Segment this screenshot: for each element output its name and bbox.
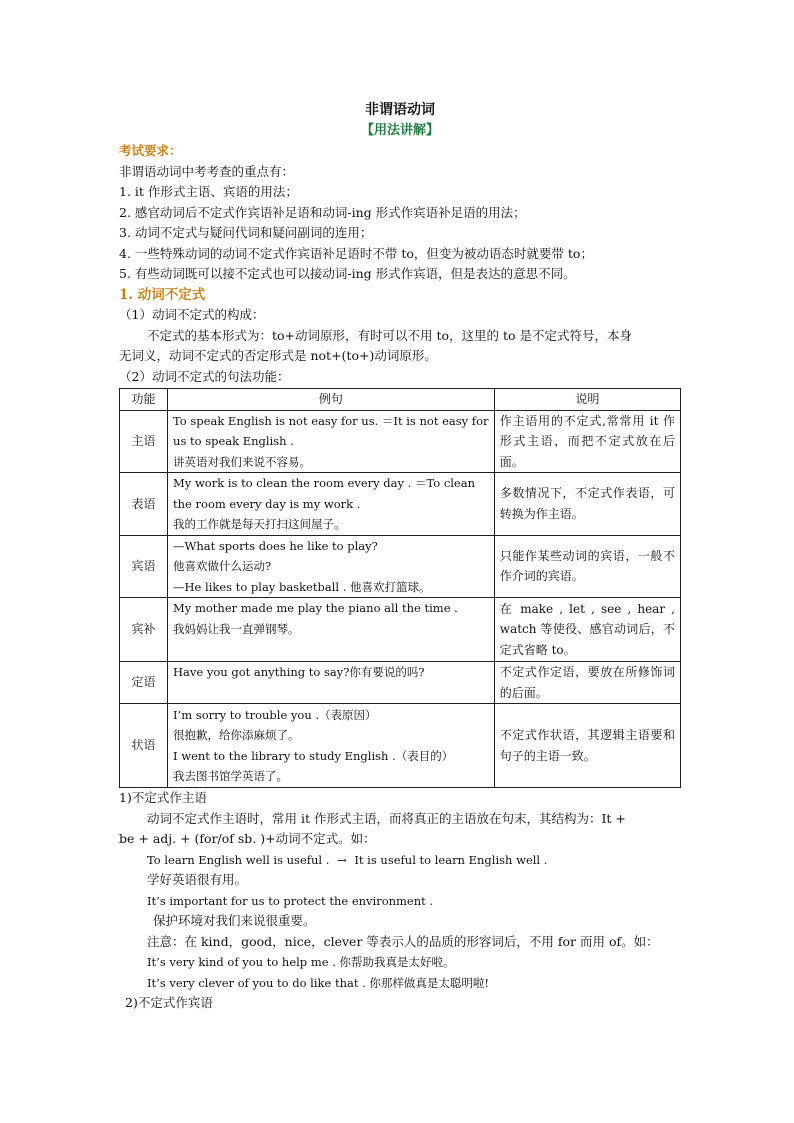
- table-header-row: [120, 389, 681, 411]
- right-arrow-icon: →: [337, 852, 347, 867]
- example-line: 我妈妈让我一直弹钢琴。: [173, 621, 300, 636]
- subject-example-2-translation: 保护环境对我们来说很重要。: [153, 913, 316, 928]
- exam-requirement-item: 4. 一些特殊动词的动词不定式作宾语补足语时不带 to，但变为被动语态时就要带 to；: [119, 245, 593, 261]
- table-cell-example: [168, 662, 495, 704]
- table-cell-function: 宾补: [120, 598, 168, 662]
- table-cell-note: 不定式作状语，其逻辑主语要和句子的主语一致。: [494, 704, 680, 788]
- example-line: —He likes to play basketball . 他喜欢打篮球。: [173, 579, 431, 594]
- table-cell-example: [168, 535, 495, 598]
- table-cell-example: [168, 598, 495, 662]
- example-line: 我的工作就是每天打扫这间屋子。: [173, 517, 346, 531]
- document-page: [119, 96, 681, 1014]
- subject-text-line2: be + adj. + (for/of sb. )+动词不定式。如：: [119, 831, 376, 846]
- table-cell-example: [168, 704, 495, 788]
- table-row: [120, 410, 681, 473]
- composition-text-line1: 不定式的基本形式为：to+动词原形，有时可以不用 to，这里的 to 是不定式符号，本身: [147, 327, 633, 343]
- example-line: My work is to clean the room every day . ＝To clean: [173, 476, 476, 490]
- object-section-heading: 2)不定式作宾语: [125, 995, 213, 1010]
- composition-text-line2: 无词义，动词不定式的否定形式是 not+(to+)动词原形。: [119, 348, 437, 363]
- exam-requirements-intro: 非谓语动词中考考查的重点有：: [119, 163, 295, 179]
- table-cell-example: [168, 473, 495, 536]
- exam-requirement-item: 5. 有些动词既可以接不定式也可以接动词-ing 形式作宾语，但是表达的意思不同。: [119, 266, 576, 281]
- example-line: 讲英语对我们来说不容易。: [173, 454, 312, 469]
- subject-example-3: It’s very kind of you to help me . 你帮助我真是太好啦。: [147, 955, 455, 969]
- exam-requirement-item: 3. 动词不定式与疑问代词和疑问副词的连用；: [119, 225, 373, 240]
- table-cell-example: [168, 410, 495, 473]
- exam-requirement-item: 1. it 作形式主语、宾语的用法；: [119, 184, 298, 199]
- section-heading-infinitive: 1. 动词不定式: [119, 286, 206, 303]
- subject-example-1: [119, 850, 681, 871]
- example-line: To speak English is not easy for us. ＝It is not easy for: [173, 413, 489, 428]
- infinitive-function-table: [119, 388, 681, 788]
- table-row: [120, 704, 681, 788]
- table-header-note: 说明: [494, 389, 680, 411]
- subject-text-line1: 动词不定式作主语时，常用 it 作形式主语，而将真正的主语放在句末，其结构为：It +: [147, 810, 626, 826]
- example-line: I went to the library to study English .（表目的）: [173, 748, 454, 763]
- subject-example-4: It’s very clever of you to do like that . 你那样做真是太聪明啦!: [147, 975, 490, 990]
- subsection-heading-functions: （2）动词不定式的句法功能：: [119, 368, 290, 384]
- example-line: —What sports does he like to play?: [173, 538, 378, 553]
- example-line: 很抱歉，给你添麻烦了。: [173, 728, 300, 742]
- example-left: To learn English well is useful .: [147, 852, 330, 867]
- exam-requirement-item: 2. 感官动词后不定式作宾语补足语和动词-ing 形式作宾语补足语的用法；: [119, 204, 526, 220]
- subsection-heading-composition: （1）动词不定式的构成：: [119, 307, 265, 322]
- table-cell-note: 不定式作定语，要放在所修饰词的后面。: [494, 662, 680, 704]
- page-title: 非谓语动词: [365, 102, 435, 118]
- table-cell-note: 多数情况下，不定式作表语，可转换为作主语。: [494, 473, 680, 536]
- table-row: [120, 473, 681, 536]
- subject-example-1-translation: 学好英语很有用。: [147, 872, 248, 887]
- example-line: 我去图书馆学英语了。: [173, 769, 289, 783]
- subject-note: 注意：在 kind，good，nice，clever 等表示人的品质的形容词后，不用 for 而用 of。如：: [147, 933, 659, 949]
- table-cell-note: 在 make , let , see , hear , watch 等使役、感官动词后，不定式省略 to。: [494, 598, 680, 662]
- example-line: My mother made me play the piano all the time .: [173, 601, 458, 615]
- table-cell-function: 状语: [120, 704, 168, 788]
- table-row: [120, 535, 681, 598]
- subject-example-2: It’s important for us to protect the environment .: [147, 893, 434, 908]
- table-cell-function: 主语: [120, 410, 168, 473]
- page-subtitle: 【用法讲解】: [360, 122, 439, 138]
- table-row: [120, 662, 681, 704]
- table-row: [120, 598, 681, 662]
- table-cell-function: 宾语: [120, 535, 168, 598]
- table-header-example: 例句: [168, 389, 495, 411]
- table-cell-function: 定语: [120, 662, 168, 704]
- example-line: I’m sorry to trouble you .（表原因）: [173, 707, 377, 722]
- exam-requirements-heading: 考试要求：: [119, 143, 182, 158]
- subject-section-heading: 1)不定式作主语: [119, 790, 207, 805]
- example-right: It is useful to learn English well .: [354, 852, 548, 867]
- table-cell-note: 作主语用的不定式,常常用 it 作形式主语，而把不定式放在后面。: [494, 410, 680, 473]
- example-line: 他喜欢做什么运动?: [173, 559, 272, 573]
- example-line: Have you got anything to say?你有要说的吗?: [173, 665, 425, 679]
- table-cell-note: 只能作某些动词的宾语，一般不作介词的宾语。: [494, 535, 680, 598]
- example-line: the room every day is my work .: [173, 496, 361, 511]
- example-line: us to speak English .: [173, 434, 294, 448]
- table-header-function: 功能: [120, 389, 168, 411]
- table-cell-function: 表语: [120, 473, 168, 536]
